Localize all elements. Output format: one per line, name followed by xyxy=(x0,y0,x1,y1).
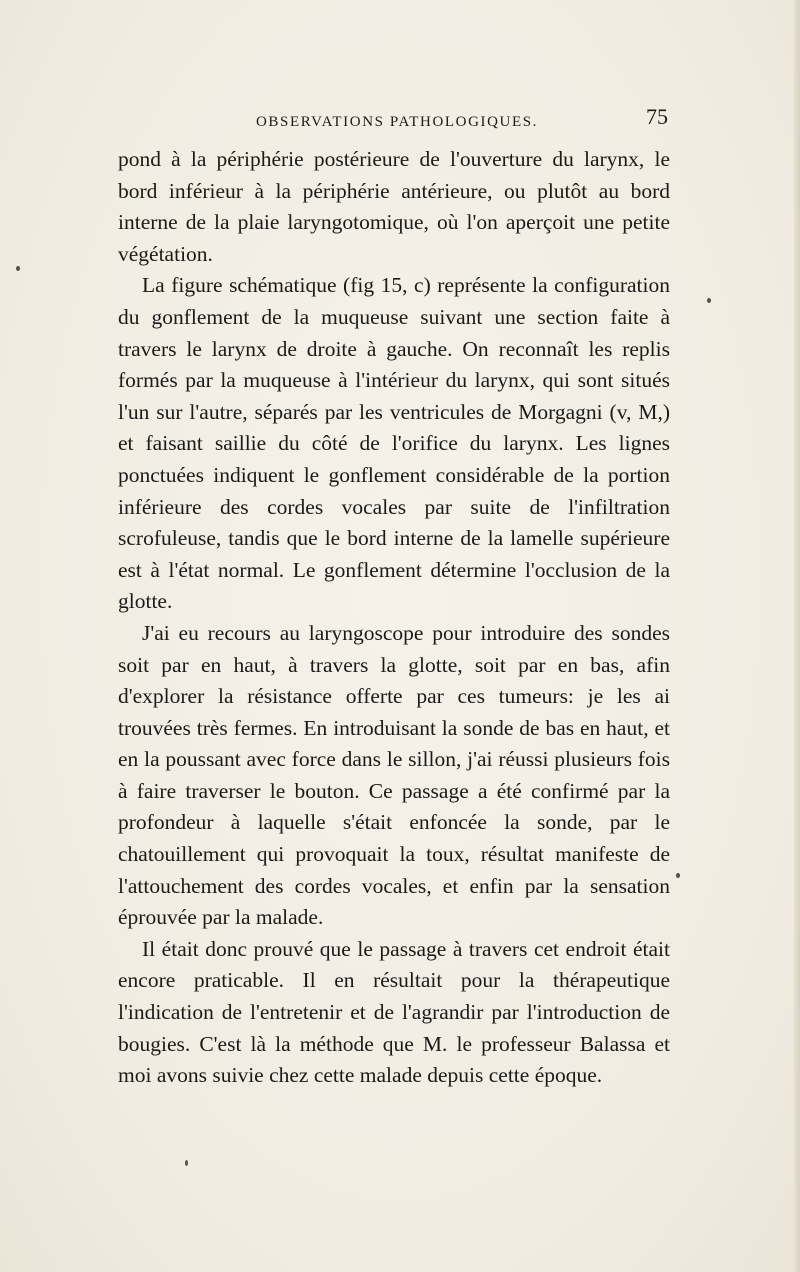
paragraph-4: Il était donc prouvé que le passage à travers cet endroit était encore praticable. Il en résultait pour la thérapeutique l'indication de l'entretenir et de l'agrandir par l'introduction de bougies. C'est là la méthode que M. le professeur Balassa et moi avons suivie chez cette malade depuis cette époque. xyxy=(118,936,670,1088)
ink-speck xyxy=(676,873,680,878)
page-number: 75 xyxy=(646,104,668,129)
ink-speck xyxy=(185,1160,188,1166)
page-header xyxy=(118,104,668,134)
ink-speck xyxy=(707,298,711,303)
paragraph-2: La figure schématique (fig 15, c) représente la configuration du gonflement de la muqueuse suivant une section faite à travers le larynx de droite à gauche. On reconnaît les replis formés par la muqueuse à l'intérieur du larynx, qui sont situés l'un sur l'autre, séparés par les ventricules de Morgagni (v, M,) et faisant saillie du côté de l'orifice du larynx. Les lignes ponctuées indiquent le gonflement considérable de la portion inférieure des cordes vocales par suite de l'infiltration scrofuleuse, tandis que le bord interne de la lamelle supérieure est à l'état normal. Le gonflement détermine l'occlusion de la glotte. xyxy=(118,273,670,614)
paragraph-3: J'ai eu recours au laryngoscope pour introduire des sondes soit par en haut, à travers la glotte, soit par en bas, afin d'explorer la résistance offerte par ces tumeurs: je les ai trouvées très fermes. En introduisant la sonde de bas en haut, et en la poussant avec force dans le sillon, j'ai réussi plusieurs fois à faire traverser le bouton. Ce passage a été confirmé par la profondeur à laquelle s'était enfoncée la sonde, par le chatouillement qui provoquait la toux, résultat manifeste de l'attouchement des cordes vocales, et enfin par la sensation éprouvée par la malade. xyxy=(118,620,670,930)
running-title: OBSERVATIONS PATHOLOGIQUES. xyxy=(256,114,539,130)
page-edge xyxy=(794,0,800,1272)
body-text xyxy=(118,144,670,1092)
paragraph-1: pond à la périphérie postérieure de l'ouverture du larynx, le bord inférieur à la périphérie antérieure, ou plutôt au bord interne de la plaie laryngotomique, où l'on aperçoit une petite végétation. xyxy=(118,147,670,266)
ink-speck xyxy=(16,266,20,271)
